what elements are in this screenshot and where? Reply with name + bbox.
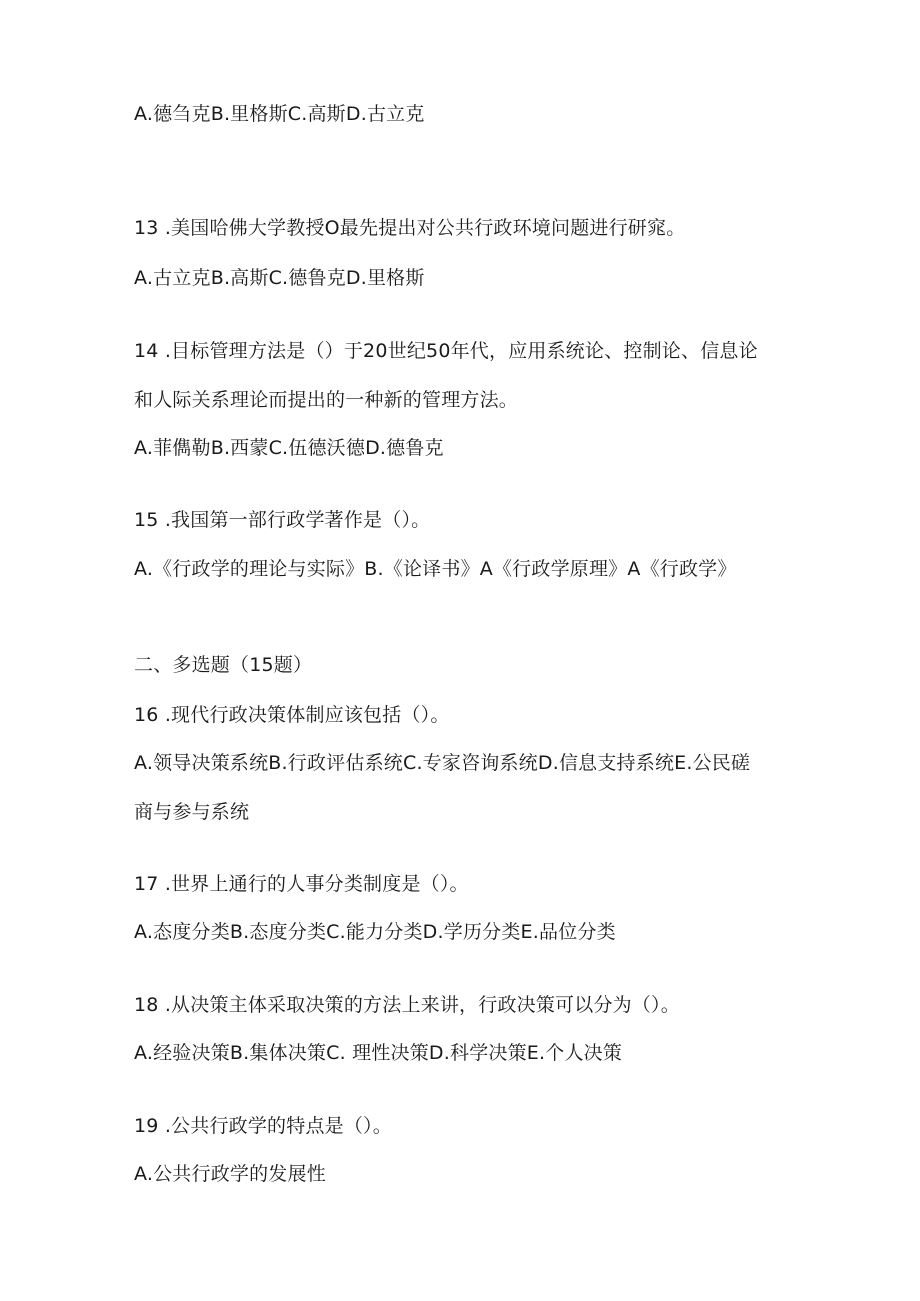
q16-question: 16 .现代行政决策体制应该包括（）。: [134, 704, 450, 726]
q19-question: 19 .公共行政学的特点是（）。: [134, 1115, 392, 1137]
q17-question: 17 .世界上通行的人事分类制度是（）。: [134, 873, 469, 895]
q14-question-line2: 和人际关系理论而提出的一种新的管理方法。: [134, 389, 519, 411]
q13-options: A.古立克B.高斯C.德鲁克D.里格斯: [134, 267, 425, 289]
q16-options-line2: 商与参与系统: [134, 801, 250, 823]
q14-options: A.菲儁勒B.西蒙C.伍德沃德D.德鲁克: [134, 437, 444, 459]
q15-options: A.《行政学的理论与实际》B.《论译书》A《行政学原理》A《行政学》: [134, 558, 737, 580]
q19-option-a: A.公共行政学的发展性: [134, 1163, 326, 1185]
q15-question: 15 .我国第一部行政学著作是（）。: [134, 509, 431, 531]
q18-question: 18 .从决策主体采取决策的方法上来讲，行政决策可以分为（）。: [134, 994, 680, 1016]
q12-options: A.德刍克B.里格斯C.高斯D.古立克: [134, 103, 425, 125]
q13-question: 13 .美国哈佛大学教授O最先提出对公共行政环境问题进行研窕。: [134, 217, 686, 239]
section-heading-multiple-choice: 二、多选题（15题）: [134, 654, 313, 676]
q18-options: A.经验决策B.集体决策C. 理性决策D.科学决策E.个人决策: [134, 1042, 623, 1064]
q14-question-line1: 14 .目标管理方法是（）于20世纪50年代，应用系统论、控制论、信息论: [134, 340, 758, 362]
q16-options-line1: A.领导决策系统B.行政评估系统C.专家咨询系统D.信息支持系统E.公民磋: [134, 752, 751, 774]
q17-options: A.态度分类B.态度分类C.能力分类D.学历分类E.品位分类: [134, 921, 616, 943]
